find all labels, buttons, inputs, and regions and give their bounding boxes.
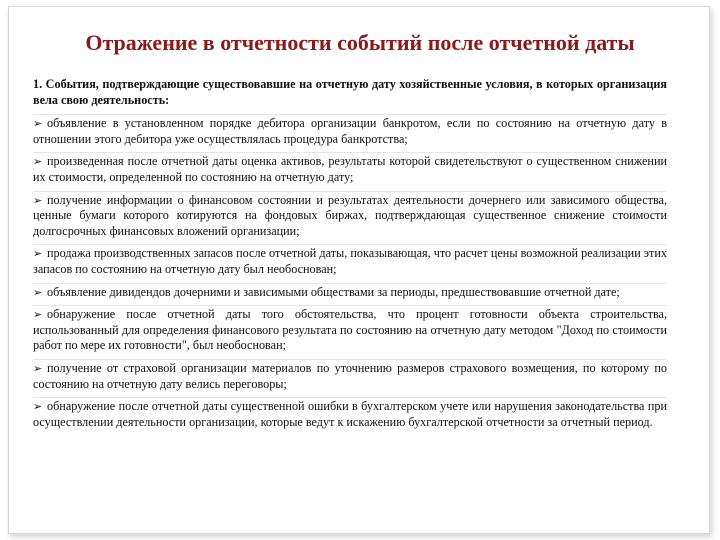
list-item-text: получение информации о финансовом состоянии и результатах деятельности дочернего или зависимого общества, ценные бумаги которого котируются на фондовых биржах, подтверждающая существенное снижение стоимости долгосрочных финансовых вложений организации; xyxy=(33,192,667,238)
list-item xyxy=(33,283,667,301)
arrow-bullet-icon: ➢ xyxy=(33,400,43,414)
list-item xyxy=(33,191,667,240)
list-item-text: объявление дивидендов дочерними и зависимыми обществами за периоды, предшествовавшие отчетной дате; xyxy=(47,284,620,299)
list-item-text: обнаружение после отчетной даты существенной ошибки в бухгалтерском учете или нарушения законодательства при осуществлении деятельности организации, которые ведут к искажению бухгалтерской отчетности за отчетный период. xyxy=(33,399,667,429)
list-item xyxy=(33,305,667,354)
list-item xyxy=(33,397,667,430)
list-item-text: произведенная после отчетной даты оценка активов, результаты которой свидетельствуют о существенном снижении их стоимости, определенной по состоянию на отчетную дату; xyxy=(33,154,667,184)
intro-paragraph: 1. События, подтверждающие существовавшие на отчетную дату хозяйственные условия, в которых организация вела свою деятельность: xyxy=(33,77,667,107)
list-item-text: обнаружение после отчетной даты того обстоятельства, что процент готовности объекта строительства, использованный для определения финансового результата по состоянию на отчетную дату методом "Доход по стоимости работ по мере их готовности", был необоснован; xyxy=(33,307,667,353)
arrow-bullet-icon: ➢ xyxy=(33,193,43,207)
arrow-bullet-icon: ➢ xyxy=(33,308,43,322)
arrow-bullet-icon: ➢ xyxy=(33,247,43,261)
list-item-text: получение от страховой организации материалов по уточнению размеров страхового возмещения, по которому по состоянию на отчетную дату велись переговоры; xyxy=(33,360,667,391)
arrow-bullet-icon: ➢ xyxy=(33,117,43,131)
list-item xyxy=(33,359,667,392)
list-item-text: продажа производственных запасов после отчетной даты, показывающая, что расчет цены возможной реализации этих запасов по состоянию на отчетную дату был необоснован; xyxy=(33,246,667,276)
list-item xyxy=(33,244,667,277)
slide-content xyxy=(33,77,667,435)
page-title: Отражение в отчетности событий после отчетной даты xyxy=(85,30,635,55)
arrow-bullet-icon: ➢ xyxy=(33,285,43,299)
arrow-bullet-icon: ➢ xyxy=(33,361,43,375)
list-item xyxy=(33,152,667,185)
list-item-text: объявление в установленном порядке дебитора организации банкротом, если по состоянию на отчетную дату в отношении этого дебитора уже осуществлялась процедура банкротства; xyxy=(33,116,667,146)
arrow-bullet-icon: ➢ xyxy=(33,155,43,169)
list-item xyxy=(33,114,667,147)
